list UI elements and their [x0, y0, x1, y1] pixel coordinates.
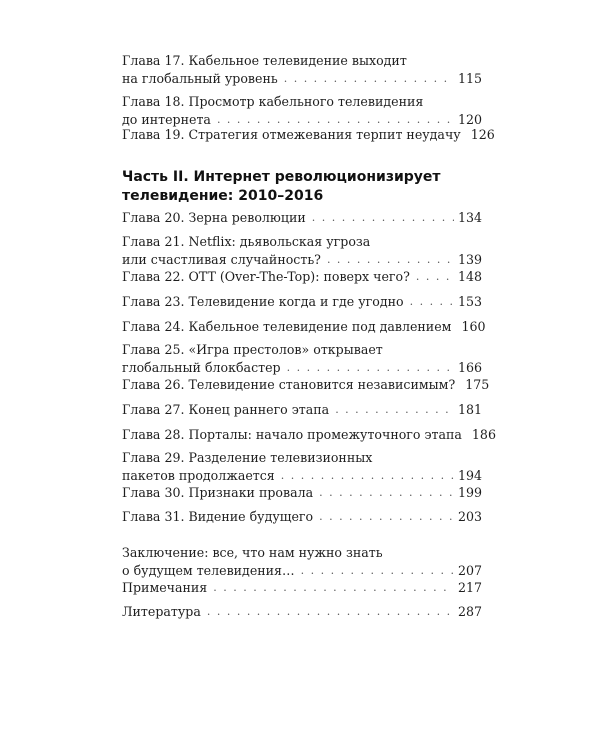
dot-leader	[287, 359, 454, 377]
toc-entry-title-line: Литература	[122, 604, 201, 619]
toc-entry-page: 217	[457, 580, 482, 595]
toc-entry-chapter-29	[122, 449, 482, 485]
toc-entry-chapter-20	[122, 209, 482, 227]
toc-entry-chapter-24	[122, 318, 486, 336]
toc-entry-page: 181	[457, 402, 482, 417]
dot-leader	[319, 508, 454, 526]
toc-entry-page: 186	[471, 427, 496, 442]
toc-entry-title-line: Глава 31. Видение будущего	[122, 509, 314, 524]
toc-entry-chapter-19	[122, 126, 495, 144]
toc-entry-page: 203	[457, 509, 482, 524]
toc-entry-page: 199	[457, 485, 482, 500]
toc-entry-title-line: Глава 20. Зерна революции	[122, 210, 306, 225]
toc-entry-title-line: Глава 19. Стратегия отмежевания терпит неудачу	[122, 127, 461, 142]
dot-leader	[335, 401, 454, 419]
toc-entry-page: 126	[470, 127, 495, 142]
dot-leader	[312, 209, 454, 227]
toc-entry-chapter-26	[122, 376, 490, 394]
toc-entry-title-line: Глава 26. Телевидение становится независимым?	[122, 377, 456, 392]
toc-entry-title-line: до интернета	[122, 112, 211, 127]
toc-entry-title-line: глобальный блокбастер	[122, 360, 281, 375]
dot-leader	[416, 268, 454, 286]
toc-entry-chapter-17	[122, 52, 482, 88]
toc-entry-title-line: на глобальный уровень	[122, 71, 278, 86]
dot-leader	[284, 70, 454, 88]
toc-entry-chapter-31	[122, 508, 482, 526]
dot-leader	[213, 579, 454, 597]
toc-entry-conclusion	[122, 544, 482, 580]
toc-entry-chapter-21	[122, 233, 482, 269]
toc-entry-chapter-28	[122, 426, 496, 444]
toc-entry-title-line: Примечания	[122, 580, 208, 595]
toc-entry-chapter-27	[122, 401, 482, 419]
toc-entry-title-line: Глава 21. Netflix: дьявольская угроза	[122, 234, 371, 249]
toc-entry-page: 207	[457, 563, 482, 578]
dot-leader	[207, 603, 454, 621]
toc-entry-page: 175	[465, 377, 490, 392]
toc-entry-title-line: Глава 22. OTT (Over-The-Top): поверх чего?	[122, 269, 410, 284]
part-heading	[122, 168, 482, 206]
dot-leader	[327, 251, 454, 269]
toc-entry-page: 194	[457, 468, 482, 483]
toc-entry-page: 153	[457, 294, 482, 309]
toc-entry-title-line: Глава 24. Кабельное телевидение под давлением	[122, 319, 452, 334]
toc-entry-title-line: Глава 29. Разделение телевизионных	[122, 450, 373, 465]
part-heading-line: Часть II. Интернет революционизирует	[122, 169, 441, 185]
toc-entry-page: 134	[457, 210, 482, 225]
toc-entry-title-line: Заключение: все, что нам нужно знать	[122, 545, 383, 560]
toc-entry-title-line: Глава 30. Признаки провала	[122, 485, 314, 500]
toc-entry-page: 287	[457, 604, 482, 619]
toc-entry-page: 115	[457, 71, 482, 86]
toc-entry-title-line: о будущем телевидения…	[122, 563, 295, 578]
dot-leader	[301, 562, 454, 580]
toc-entry-title-line: пакетов продолжается	[122, 468, 275, 483]
toc-entry-title-line: Глава 23. Телевидение когда и где угодно	[122, 294, 404, 309]
toc-entry-title-line: Глава 25. «Игра престолов» открывает	[122, 342, 383, 357]
toc-entry-chapter-23	[122, 293, 482, 311]
part-heading-line: телевидение: 2010–2016	[122, 188, 324, 204]
toc-entry-title-line: Глава 18. Просмотр кабельного телевидения	[122, 94, 424, 109]
toc-entry-page: 139	[457, 252, 482, 267]
toc-entry-page: 160	[461, 319, 486, 334]
toc-entry-chapter-30	[122, 484, 482, 502]
dot-leader	[281, 467, 454, 485]
toc-entry-page: 148	[457, 269, 482, 284]
toc-entry-chapter-25	[122, 341, 482, 377]
toc-entry-page: 166	[457, 360, 482, 375]
toc-page	[122, 0, 496, 750]
toc-entry-chapter-18	[122, 93, 482, 129]
toc-entry-chapter-22	[122, 268, 482, 286]
toc-entry-title-line: Глава 27. Конец раннего этапа	[122, 402, 330, 417]
toc-entry-notes	[122, 579, 482, 597]
dot-leader	[410, 293, 454, 311]
toc-entry-page: 120	[457, 112, 482, 127]
toc-entry-literature	[122, 603, 482, 621]
toc-entry-title-line: Глава 17. Кабельное телевидение выходит	[122, 53, 407, 68]
toc-entry-title-line: или счастливая случайность?	[122, 252, 321, 267]
dot-leader	[319, 484, 454, 502]
toc-entry-title-line: Глава 28. Порталы: начало промежуточного этапа	[122, 427, 462, 442]
